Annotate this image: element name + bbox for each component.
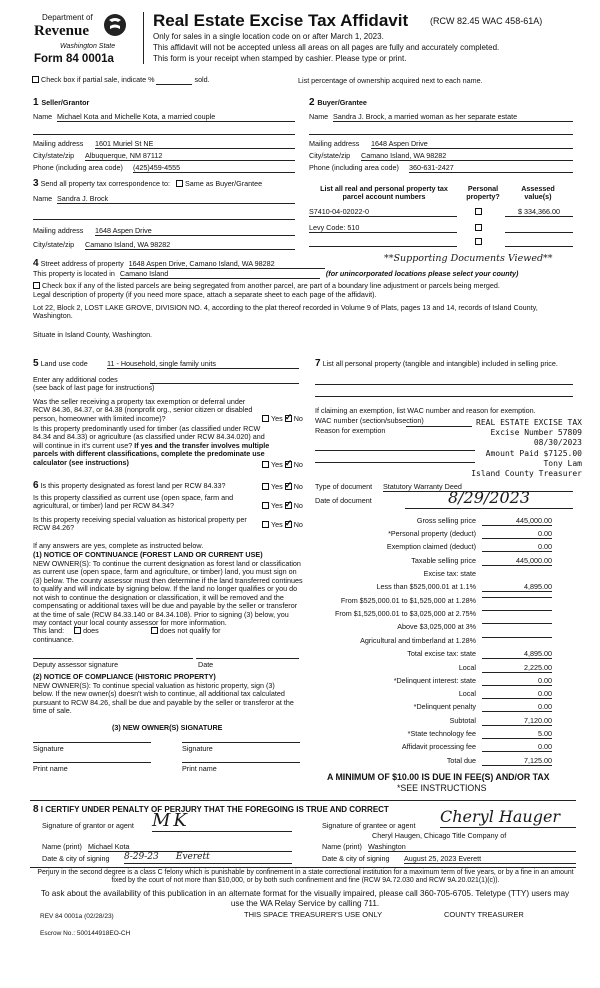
doc-date-row: Date of document 8/29/2023 (315, 497, 573, 505)
agency-name: Revenue (34, 23, 89, 39)
agency-logo (30, 10, 130, 65)
deputy-date-label: Date (198, 660, 214, 669)
forest-question: 6 Is this property designated as forest land per RCW 84.33? (33, 480, 226, 491)
forest-yes-no: Yes ✓ No (262, 483, 303, 491)
grantee-sig-label: Signature of grantee or agent (322, 821, 416, 830)
calc-value[interactable]: 0.00 (482, 690, 552, 699)
calc-value[interactable]: 445,000.00 (482, 517, 552, 526)
assessed-col-header: Assessed value(s) (521, 184, 555, 202)
dept-line: Department of (42, 13, 93, 22)
seller-phone-field[interactable]: (425)459-4555 (133, 164, 295, 173)
sec3-name-row: Name Sandra J. Brock (33, 195, 295, 203)
agent-note: Cheryl Haugen, Chicago Title Company of (372, 831, 507, 840)
sec3-heading: 3 Send all property tax correspondence to: Same as Buyer/Grantee (33, 178, 263, 189)
additional-codes-label: Enter any additional codes (see back of last page for instructions) (33, 375, 155, 393)
partial-sale-checkbox[interactable] (32, 76, 39, 83)
escrow-number: Escrow No.: 500144918EO-CH (40, 930, 131, 937)
historic-yes-no: Yes ✓ No (262, 521, 303, 529)
parcel-row-2[interactable] (309, 224, 573, 236)
minimum-due-note: A MINIMUM OF $10.00 IS DUE IN FEE(S) AND/OR TAX (327, 772, 550, 782)
deputy-sig-label: Deputy assessor signature (33, 660, 119, 669)
calc-label: *Personal property (deduct) (388, 529, 476, 538)
calc-value[interactable] (482, 610, 552, 611)
new-owner-sig-title: (3) NEW OWNER(S) SIGNATURE (112, 723, 223, 732)
grantee-print-field[interactable]: Washington (368, 843, 576, 852)
calc-label: Total due (446, 756, 476, 765)
does-checkbox[interactable] (74, 627, 81, 634)
county-treasurer: COUNTY TREASURER (444, 910, 524, 919)
continuance-word: continuance. (33, 635, 74, 644)
legal-description: Lot 22, Block 2, LOST LAKE GROVE, DIVISION NO. 4, according to the plat thereof recorded in Volume 9 of Plats, pages 13 and 14, records of Island County, Washington. (33, 303, 538, 321)
calc-label: From $525,000.01 to $1,525,000 at 1.28% (340, 596, 476, 605)
does-not-checkbox[interactable] (151, 627, 158, 634)
calc-value[interactable] (482, 597, 552, 598)
calc-label: *State technology fee (407, 729, 476, 738)
current-use-question: Is this property classified as current use (open space, farm and agricultural, or timber) land per RCW 84.34? (33, 493, 234, 511)
historic-yes-checkbox[interactable] (262, 521, 269, 528)
calc-value[interactable]: 5.00 (482, 730, 552, 739)
alternate-format-notice: To ask about the availability of this publication in an alternate format for the visually impaired, please call 360-705-6705. Teletype (TTY) users may use the WA Relay Service by calling 711. (40, 889, 570, 908)
grantor-sig-label: Signature of grantor or agent (42, 821, 134, 830)
calc-value[interactable]: 0.00 (482, 543, 552, 552)
seller-name-row: Name Michael Kota and Michelle Kota, a married couple (33, 113, 295, 121)
compliance-title: (2) NOTICE OF COMPLIANCE (HISTORIC PROPERTY) (33, 672, 216, 681)
parcel-number-3[interactable] (309, 238, 457, 247)
calc-label: Affidavit processing fee (401, 742, 476, 751)
calc-label: Excise tax: state (423, 569, 476, 578)
calc-label: Agricultural and timberland at 1.28% (360, 636, 476, 645)
personal-checkbox-2[interactable] (475, 224, 482, 231)
perjury-notice: Perjury in the second degree is a class C felony which is punishable by confinement in a state correctional institution for a maximum term of five years, or by a fine in an amount fixed by the court of not more than $10,000, or by both such confinement and fine (RCW 9A.72.030 and RCW 9A.20.021(1)(c)). (37, 869, 574, 885)
calc-value[interactable]: 0.00 (482, 703, 552, 712)
parcel-number[interactable]: S7410-04-02022-0 (309, 208, 457, 217)
rev-number: REV 84 0001a (02/28/23) (40, 913, 114, 920)
timber-yes-checkbox[interactable] (262, 461, 269, 468)
calc-value[interactable]: 7,120.00 (482, 717, 552, 726)
grantor-print-field[interactable]: Michael Kota (88, 843, 292, 852)
doc-type-row: Type of document Statutory Warranty Deed (315, 483, 573, 491)
calc-label: Gross selling price (416, 516, 476, 525)
parcel-col-header: List all real and personal property tax parcel account numbers (320, 184, 448, 202)
land-use-field[interactable]: 11 - Household, single family units (107, 360, 299, 369)
calc-label: Subtotal (449, 716, 476, 725)
calc-value[interactable]: 7,125.00 (482, 757, 552, 766)
timber-question: Is this property predominantly used for timber (as classified under RCW 84.34 and 84.33) or agriculture (as classified under RCW 84.34.020) and will continue in it's current use? If yes and the transfer involves multiple parcels with different classifications, complete the predominate use calculator (see instructions) (33, 424, 270, 467)
treasurer-use-only: THIS SPACE TREASURER'S USE ONLY (244, 910, 383, 919)
assessed-value-1[interactable]: $ 334,366.00 (505, 208, 573, 217)
calc-label: Above $3,025,000 at 3% (397, 622, 476, 631)
calc-label: From $1,525,000.01 to $3,025,000 at 2.75% (334, 609, 476, 618)
current-use-yes-checkbox[interactable] (262, 502, 269, 509)
doc-date-field[interactable]: 8/29/2023 (405, 489, 573, 509)
calc-value[interactable]: 0.00 (482, 743, 552, 752)
sec3-name-field[interactable]: Sandra J. Brock (57, 195, 295, 204)
sec4-address-row: 4 Street address of property 1648 Aspen Drive, Camano Island, WA 98282 (33, 258, 343, 270)
grantor-date-row: Date & city of signing 8-29-23 Everett (42, 855, 292, 863)
if-yes-note: If any answers are yes, complete as instructed below. (33, 541, 204, 550)
partial-percent-field[interactable] (156, 76, 192, 85)
buyer-city-field[interactable]: Camano Island, WA 98282 (361, 152, 573, 161)
sec3-city-field[interactable]: Camano Island, WA 98282 (85, 241, 295, 250)
calc-value[interactable]: 2,225.00 (482, 664, 552, 673)
personal-property-label: 7 List all personal property (tangible and intangible) included in selling price. (315, 358, 558, 369)
parcel-row-3[interactable] (309, 238, 573, 250)
header-note-3: This form is your receipt when stamped by cashier. Please type or print. (153, 54, 407, 63)
header-note-2: This affidavit will not be accepted unless all areas on all pages are fully and accurately completed. (153, 43, 500, 52)
calc-value[interactable]: 4,895.00 (482, 650, 552, 659)
assessed-value-3[interactable] (505, 238, 573, 247)
sec3-mail-field[interactable]: 1648 Aspen Drive (95, 227, 295, 236)
seller-name-field[interactable]: Michael Kota and Michelle Kota, a married couple (57, 113, 295, 122)
calc-label: Local (458, 689, 476, 698)
ownership-instruction: List percentage of ownership acquired next to each name. (298, 76, 483, 85)
grantee-print-row: Name (print) Washington (322, 843, 576, 851)
seller-city-field[interactable]: Albuquerque, NM 87112 (85, 152, 295, 161)
land-use-row: 5 Land use code 11 - Household, single family units (33, 358, 299, 370)
buyer-name-field[interactable]: Sandra J. Brock, a married woman as her separate estate (333, 113, 573, 122)
owner-print-label-2: Print name (182, 764, 217, 773)
calc-label: Exemption claimed (deduct) (386, 542, 476, 551)
current-use-yes-no: Yes ✓ No (262, 502, 303, 510)
personal-col-header: Personal property? (466, 184, 500, 202)
calc-label: Less than $525,000.01 at 1.1% (376, 582, 476, 591)
buyer-city-row: City/state/zip Camano Island, WA 98282 (309, 152, 573, 160)
form-title: Real Estate Excise Tax Affidavit (153, 11, 409, 30)
continuance-title: (1) NOTICE OF CONTINUANCE (FOREST LAND OR CURRENT USE) (33, 550, 263, 559)
seller-phone-row: Phone (including area code) (425)459-4555 (33, 164, 295, 172)
calc-value[interactable]: 445,000.00 (482, 557, 552, 566)
grantee-date-row: Date & city of signing August 25, 2023 Everett (322, 855, 576, 863)
same-as-buyer-checkbox[interactable] (176, 180, 183, 187)
calc-value[interactable]: 0.00 (482, 677, 552, 686)
buyer-phone-field[interactable]: 360-631-2427 (409, 164, 573, 173)
exemption-yes-no: Yes ✓ No (262, 415, 303, 423)
seller-mail-row: Mailing address 1601 Muriel St NE (33, 140, 295, 148)
parcel-row-1[interactable] (309, 208, 573, 220)
this-land-row: This land: does does not qualify for (33, 626, 221, 635)
historic-question: Is this property receiving special valuation as historical property per RCW 84.26? (33, 515, 247, 533)
calc-value[interactable] (482, 623, 552, 624)
seller-city-row: City/state/zip Albuquerque, NM 87112 (33, 152, 295, 160)
see-instructions: *SEE INSTRUCTIONS (397, 783, 487, 793)
owner-sig-label-2: Signature (182, 744, 213, 753)
exemption-no-checkbox[interactable] (285, 415, 292, 422)
supporting-docs-stamp: **Supporting Documents Viewed** (384, 253, 553, 264)
segregation-checkbox[interactable] (33, 282, 40, 289)
location-field[interactable]: Camano Island (120, 270, 320, 279)
property-address-field[interactable]: 1648 Aspen Drive, Camano Island, WA 98282 (129, 260, 325, 269)
treasurer-stamp: REAL ESTATE EXCISE TAX Excise Number 57809 08/30/2023 Amount Paid $7125.00 Tony Lam Island County Treasurer (471, 418, 582, 479)
owner-sig-label-1: Signature (33, 744, 64, 753)
form-statute: (RCW 82.45 WAC 458-61A) (430, 16, 543, 26)
grantor-signature[interactable]: MK (152, 810, 292, 832)
levy-code-field[interactable]: Levy Code: 510 (309, 224, 457, 233)
grantor-print-row: Name (print) Michael Kota (42, 843, 292, 851)
current-use-no-checkbox[interactable] (285, 502, 292, 509)
calc-label: *Delinquent interest: state (393, 676, 476, 685)
exemption-question: Was the seller receiving a property tax exemption or deferral under RCW 84.36, 84.37, or 84.38 (nonprofit org., senior citizen or disabled person, homeowner with limited income)? (33, 397, 253, 423)
calc-value[interactable]: 4,895.00 (482, 583, 552, 592)
doc-type-field[interactable]: Statutory Warranty Deed (383, 483, 573, 492)
grantor-date-field[interactable]: 8-29-23 Everett (124, 852, 292, 864)
header-note-1: Only for sales in a single location code on or after March 1, 2023. (153, 32, 384, 41)
forest-no-checkbox[interactable] (285, 483, 292, 490)
washington-logo-icon (102, 12, 128, 38)
wac-number-label: WAC number (section/subsection) (315, 416, 424, 425)
form-number: Form 84 0001a (34, 53, 114, 65)
certify-heading: 8 I CERTIFY UNDER PENALTY OF PERJURY THAT THE FOREGOING IS TRUE AND CORRECT (33, 804, 389, 815)
sec3-city-row: City/state/zip Camano Island, WA 98282 (33, 241, 295, 249)
additional-codes-field[interactable] (150, 376, 299, 384)
timber-no-checkbox[interactable] (285, 461, 292, 468)
calc-value[interactable] (482, 637, 552, 638)
forest-yes-checkbox[interactable] (262, 483, 269, 490)
seller-heading: 1 Seller/Grantor (33, 97, 90, 108)
buyer-heading: 2 Buyer/Grantee (309, 97, 367, 108)
seller-mail-field[interactable]: 1601 Muriel St NE (95, 140, 295, 149)
situate-text: Situate in Island County, Washington. (33, 330, 153, 339)
sec4-location-row: This property is located in Camano Island (for unincorporated locations please select your county) (33, 269, 519, 278)
buyer-name-row: Name Sandra J. Brock, a married woman as her separate estate (309, 113, 573, 121)
buyer-phone-row: Phone (including area code) 360-631-2427 (309, 164, 573, 172)
calc-label: *Delinquent penalty (413, 702, 476, 711)
calc-label: Local (458, 663, 476, 672)
grantee-signature[interactable]: Cheryl Hauger (440, 808, 576, 828)
calc-label: Taxable selling price (411, 556, 476, 565)
sec3-mail-row: Mailing address 1648 Aspen Drive (33, 227, 295, 235)
state-name: Washington State (60, 43, 116, 50)
grantee-date-field[interactable]: August 25, 2023 Everett (404, 855, 576, 864)
personal-checkbox-3[interactable] (475, 238, 482, 245)
exemption-yes-checkbox[interactable] (262, 415, 269, 422)
calc-value[interactable]: 0.00 (482, 530, 552, 539)
segregation-row: Check box if any of the listed parcels are being segregated from another parcel, are part of a boundary line adjustment or parcels being merged. (33, 282, 500, 290)
compliance-text: NEW OWNER(S): To continue special valuation as historic property, sign (3) below. If the new owner(s) doesn't wish to continue, all additional tax calculated pursuant to RCW 84.26, shall be due and payable by the seller or transferor at the time of sale. (33, 681, 294, 716)
buyer-mail-row: Mailing address 1648 Aspen Drive (309, 140, 573, 148)
assessed-value-2[interactable] (505, 224, 573, 233)
calc-label: Total excise tax: state (407, 649, 476, 658)
timber-yes-no: Yes ✓ No (262, 461, 303, 469)
owner-print-label-1: Print name (33, 764, 68, 773)
historic-no-checkbox[interactable] (285, 521, 292, 528)
continuance-text: NEW OWNER(S): To continue the current designation as forest land or classification as current use (open space, farm and agriculture, or timber) land, you must sign on (3) below. The county assessor must then determine if the land transferred continues to qualify and will indicate by signing below. If the land no longer qualifies or you do not wish to continue the designation or classification, it will be removed and the compensating or additional taxes will be due and payable by the seller or transferor at the time of sale (RCW 84.33.140 or 84.34.108). Prior to signing (3) below, you may contact your local county assessor for more information. (33, 559, 303, 627)
personal-checkbox-1[interactable] (475, 208, 482, 215)
exemption-wac-label: If claiming an exemption, list WAC number and reason for exemption. (315, 406, 536, 415)
legal-label: Legal description of property (if you need more space, attach a separate sheet to each page of the affidavit). (33, 290, 377, 299)
partial-sale-row: Check box if partial sale, indicate % sold. (32, 76, 210, 85)
buyer-mail-field[interactable]: 1648 Aspen Drive (371, 140, 573, 149)
reason-label: Reason for exemption (315, 426, 386, 435)
